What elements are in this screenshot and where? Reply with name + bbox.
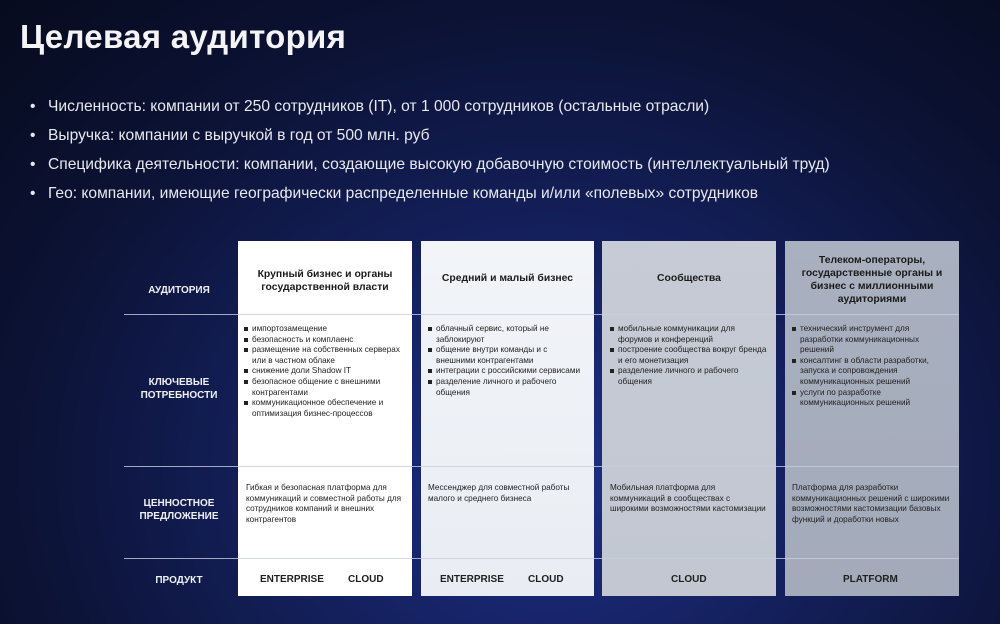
criteria-item: • Выручка: компании с выручкой в год от 500 млн. руб: [30, 121, 830, 150]
needs-list: [610, 324, 770, 388]
header-line: Телеком-операторы,: [818, 255, 926, 266]
criteria-list: [30, 92, 830, 208]
product-label: CLOUD: [348, 574, 384, 585]
column-header: [602, 272, 776, 285]
value-proposition: Гибкая и безопасная платформа для коммуникаций и совместной работы для сотрудников компаний и внешних контрагентов: [246, 483, 402, 524]
needs-item: интеграции с российскими сервисами: [428, 366, 588, 377]
header-line: аудиториями: [837, 294, 907, 305]
needs-item: технический инструмент для разработки коммуникационных решений: [792, 324, 954, 356]
column-smb: [421, 241, 594, 596]
value-proposition: Мобильная платформа для коммуникаций в сообществах с широкими возможностями кастомизации: [610, 483, 766, 514]
product-label: ENTERPRISE: [440, 574, 504, 585]
row-divider: [124, 466, 959, 467]
column-header: [785, 254, 959, 306]
needs-item: мобильные коммуникации для форумов и конференций: [610, 324, 770, 345]
header-line: государственные органы и: [801, 268, 943, 279]
row-label-value-line: ЦЕННОСТНОЕ: [143, 498, 215, 509]
needs-list: [244, 324, 406, 419]
header-line: государственной власти: [261, 282, 389, 293]
header-line: бизнес с миллионными: [810, 281, 934, 292]
value-proposition: Мессенджер для совместной работы малого и среднего бизнеса: [428, 483, 570, 503]
row-label-product: ПРОДУКТ: [155, 575, 203, 586]
needs-item: безопасность и комплаенс: [244, 335, 406, 346]
column-header: [421, 272, 594, 285]
row-label-needs-line: КЛЮЧЕВЫЕ: [148, 377, 210, 388]
criteria-item: • Специфика деятельности: компании, создающие высокую добавочную стоимость (интеллектуальный труд): [30, 150, 830, 179]
needs-item: услуги по разработке коммуникационных решений: [792, 388, 954, 409]
row-label-value: [124, 497, 234, 523]
needs-list: [428, 324, 588, 398]
header-line: Средний и малый бизнес: [441, 273, 574, 284]
needs-item: построение сообщества вокруг бренда и его монетизация: [610, 345, 770, 366]
needs-item: разделение личного и рабочего общения: [610, 366, 770, 387]
needs-item: импортозамещение: [244, 324, 406, 335]
header-line: Сообщества: [657, 273, 721, 284]
page-title: Целевая аудитория: [20, 18, 347, 55]
column-communities: [602, 241, 776, 596]
row-divider: [124, 558, 959, 559]
criteria-item: • Численность: компании от 250 сотрудников (IT), от 1 000 сотрудников (остальные отрасли): [30, 92, 830, 121]
row-divider: [124, 314, 959, 315]
needs-list: [792, 324, 954, 409]
needs-item: облачный сервис, который не заблокируют: [428, 324, 588, 345]
value-proposition: Платформа для разработки коммуникационных решений с широкими возможностями кастомизации базовых функций и доработки новых: [792, 483, 950, 524]
row-label-needs: [124, 376, 234, 402]
row-label-needs-line: ПОТРЕБНОСТИ: [140, 390, 218, 401]
product-label: CLOUD: [528, 574, 564, 585]
needs-item: консалтинг в области разработки, запуска и сопровождения коммуникационных решений: [792, 356, 954, 388]
row-label-value-line: ПРЕДЛОЖЕНИЕ: [139, 511, 219, 522]
row-label-audience: АУДИТОРИЯ: [148, 285, 210, 296]
product-label: ENTERPRISE: [260, 574, 324, 585]
header-line: Крупный бизнес и органы: [257, 269, 393, 280]
product-label: CLOUD: [671, 574, 707, 585]
needs-item: коммуникационное обеспечение и оптимизация бизнес-процессов: [244, 398, 406, 419]
needs-item: снижение доли Shadow IT: [244, 366, 406, 377]
criteria-item: • Гео: компании, имеющие географически распределенные команды и/или «полевых» сотрудников: [30, 179, 830, 208]
column-header: [238, 268, 412, 294]
needs-item: общение внутри команды и с внешними контрагентами: [428, 345, 588, 366]
needs-item: размещение на собственных серверах или в частном облаке: [244, 345, 406, 366]
needs-item: безопасное общение с внешними контрагентами: [244, 377, 406, 398]
product-label: PLATFORM: [843, 574, 898, 585]
needs-item: разделение личного и рабочего общения: [428, 377, 588, 398]
